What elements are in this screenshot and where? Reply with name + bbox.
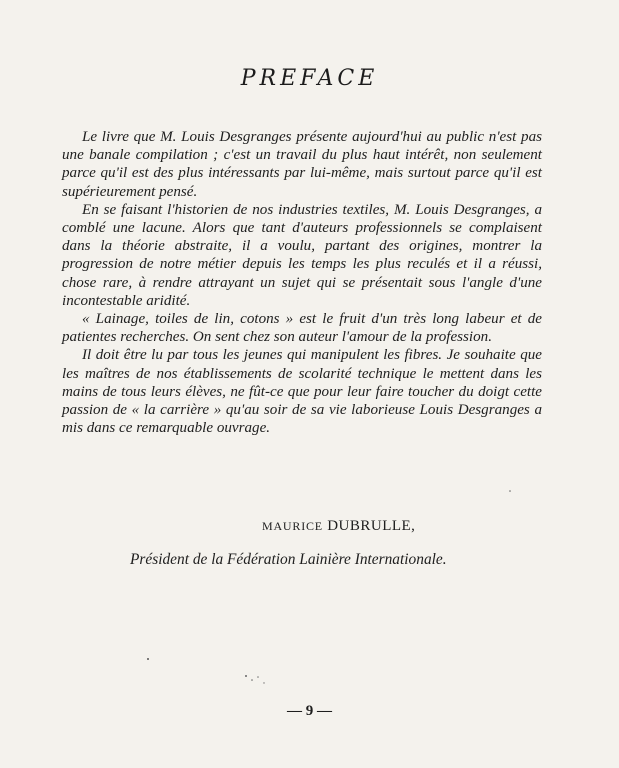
paper-speck [263, 682, 264, 683]
page-number: — 9 — [287, 703, 332, 719]
paragraph-2: En se faisant l'historien de nos industries textiles, M. Louis Desgranges, a comblé une lacune. Alors que tant d'auteurs professionnels se complaisent dans la théorie abstraite, il a voulu, partant des origines, montrer la progression de notre métier depuis les temps les plus reculés et il a réussi, chose rare, à rendre attrayant un sujet qui se présentait sous l'angle d'une incontestable aridité. [62, 201, 542, 309]
paper-speck [257, 676, 259, 678]
paragraph-4: Il doit être lu par tous les jeunes qui manipulent les fibres. Je souhaite que les maîtres de nos établissements de scolarité technique le mettent dans les mains de tous leurs élèves, ne fût-ce que pour leur faire toucher du doigt cette passion de « la carrière » qu'au soir de sa vie laborieuse Louis Desgranges a mis dans ce remarquable ouvrage. [62, 347, 542, 437]
paper-speck [509, 490, 511, 492]
paper-speck [251, 679, 253, 681]
signatory-first-name: MAURICE [262, 519, 323, 533]
paragraph-3: « Lainage, toiles de lin, cotons » est le fruit d'un très long labeur et de patientes recherches. On sent chez son auteur l'amour de la profession. [62, 311, 542, 346]
page-title: PREFACE [240, 66, 379, 91]
paragraph-1: Le livre que M. Louis Desgranges présente aujourd'hui au public n'est pas une banale compilation ; c'est un travail du plus haut intérêt, non seulement parce qu'il est des plus intéressants par lui-même, mais surtout parce qu'il est supérieurement pensé. [62, 129, 542, 200]
signatory-last-name: DUBRULLE, [327, 518, 416, 534]
signatory-role: Président de la Fédération Lainière Internationale. [130, 551, 447, 568]
paper-speck [245, 675, 247, 677]
paper-speck [147, 658, 149, 660]
